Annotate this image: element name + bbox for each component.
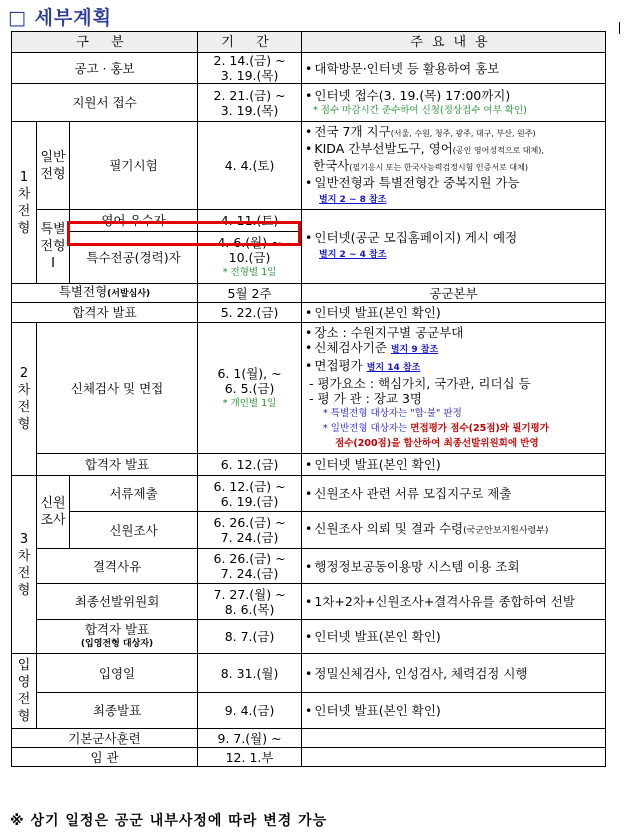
- table-row: [12, 584, 606, 620]
- result3-label-small: (입영전형 대상자): [80, 638, 154, 649]
- ref-link[interactable]: 별지 2 ~ 8 참조: [319, 194, 387, 205]
- physical-label: 신체검사 및 면접: [37, 323, 198, 454]
- table-row: [12, 654, 606, 693]
- row-period: 2. 14.(금) ~ 3. 19.(목): [198, 53, 302, 84]
- table-row: [12, 284, 606, 303]
- disq-period: 6. 26.(금) ~ 7. 24.(금): [198, 549, 302, 584]
- english-label: 영어 우수자: [70, 210, 198, 232]
- header-category: 구 분: [12, 32, 198, 53]
- page-edge-line: [619, 22, 620, 34]
- result3-label-cell: [37, 620, 198, 654]
- stage1-label: 1 차 전 형: [12, 122, 37, 284]
- training-label: 기본군사훈련: [12, 729, 198, 748]
- header-content: 주요내용: [302, 32, 606, 53]
- c1b: (서울, 수원, 청주, 광주, 대구, 부산, 원주): [390, 128, 536, 138]
- table-row: [12, 53, 606, 84]
- table-row: [12, 476, 606, 512]
- n2b: 면접평가 점수(25점)와 필기평가: [410, 423, 549, 434]
- committee-content: • 1차+2차+신원조사+결격사유를 종합하여 선발: [302, 584, 606, 620]
- result3-content: • 인터넷 발표(본인 확인): [302, 620, 606, 654]
- apply-note: * 점수 마감시간 준수하여 신청(정상접수 여부 확인): [313, 104, 527, 116]
- footnote: ※ 상기 일정은 공군 내부사정에 따라 변경 가능: [10, 813, 328, 829]
- section-title: [8, 3, 112, 30]
- c4: • 일반전형과 특별전형간 중복지원 가능: [305, 175, 603, 190]
- special-review-period: 5월 2주: [198, 284, 302, 303]
- table-row: [12, 303, 606, 323]
- table-row: [12, 454, 606, 476]
- c4: - 평가요소 : 핵심가치, 국가관, 리더십 등: [309, 376, 531, 391]
- n1: * 특별전형 대상자는 "합·불" 판정: [323, 408, 462, 419]
- result3-period: 8. 7.(금): [198, 620, 302, 654]
- table-row: [12, 122, 606, 210]
- check-content-small: (국군안보지원사령부): [463, 526, 549, 536]
- written-exam-label: 필기시험: [70, 122, 198, 210]
- label-small: (서발심사): [107, 289, 151, 299]
- check-content-text: 신원조사 의뢰 및 결과 수령: [314, 521, 464, 536]
- written-exam-content: [302, 122, 606, 210]
- result2-label: 합격자 발표: [37, 454, 198, 476]
- committee-period: 7. 27.(월) ~ 8. 6.(목): [198, 584, 302, 620]
- c1: • 장소 : 수원지구별 공군부대: [305, 325, 603, 340]
- result1-content: • 인터넷 발표(본인 확인): [302, 303, 606, 323]
- entry-label: 입 영 전 형: [12, 654, 37, 729]
- enlist-content: • 정밀신체검사, 인성검사, 체력검정 시행: [302, 654, 606, 693]
- table-row: [12, 84, 606, 122]
- final-period: 9. 4.(금): [198, 693, 302, 729]
- result2-content: • 인터넷 발표(본인 확인): [302, 454, 606, 476]
- table-row: [12, 549, 606, 584]
- c3: 면접평가: [314, 358, 363, 373]
- special-label: 특별 전형 Ⅰ: [37, 210, 70, 284]
- docs-period: 6. 12.(금) ~ 6. 19.(금): [198, 476, 302, 512]
- stage2-label: 2 차 전 형: [12, 323, 37, 476]
- physical-period-cell: [198, 323, 302, 454]
- check-label: 신원조사: [70, 512, 198, 549]
- highlight-box: [67, 221, 301, 246]
- table-row: [12, 620, 606, 654]
- row-content: • 대학방문·인터넷 등 활용하여 홍보: [302, 53, 606, 84]
- table-row: [12, 323, 606, 454]
- physical-note: * 개인별 1일: [222, 397, 277, 409]
- header-row: [12, 32, 606, 53]
- special-content-text: • 인터넷(공군 모집홈페이지) 게시 예정: [305, 230, 603, 245]
- training-content: [302, 729, 606, 748]
- special-content: [302, 210, 606, 284]
- stage3-label: 3 차 전 형: [12, 476, 37, 654]
- career-label: 특수전공(경력)자: [70, 232, 198, 284]
- section-title-text: 세부계획: [34, 7, 112, 29]
- c3b: (필기응시 또는 한국사능력검정시험 인증서로 대체): [349, 162, 528, 172]
- c3a: 한국사: [313, 157, 350, 173]
- background-label: 신원 조사: [37, 476, 70, 549]
- commission-label: 임 관: [12, 748, 198, 767]
- enlist-label: 입영일: [37, 654, 198, 693]
- table-row: [12, 512, 606, 549]
- row-label: 공고 · 홍보: [12, 53, 198, 84]
- physical-content: [302, 323, 606, 454]
- checkbox-square-icon: □: [8, 7, 27, 29]
- label-main: 특별전형: [58, 284, 108, 299]
- written-exam-period: 4. 4.(토): [198, 122, 302, 210]
- check-content: [302, 512, 606, 549]
- physical-period: 6. 1(월), ~ 6. 5.(금): [217, 365, 282, 396]
- header-period: 기 간: [198, 32, 302, 53]
- c2a: KIDA 간부선발도구, 영어: [314, 140, 453, 156]
- docs-label: 서류제출: [70, 476, 198, 512]
- docs-content: • 신원조사 관련 서류 모집지구로 제출: [302, 476, 606, 512]
- check-period: 6. 26.(금) ~ 7. 24.(금): [198, 512, 302, 549]
- apply-content: • 인터넷 접수(3. 19.(목) 17:00까지): [305, 88, 603, 103]
- committee-label: 최종선발위원회: [37, 584, 198, 620]
- special-review-content: 공군본부: [302, 284, 606, 303]
- career-note: * 전형별 1일: [222, 267, 277, 278]
- result3-label: 합격자 발표: [84, 621, 150, 637]
- career-period: 4. 6.(월) ~ 10.(금): [217, 235, 282, 265]
- ref-link[interactable]: 별지 2 ~ 4 참조: [319, 250, 387, 260]
- c2: 신체검사기준: [314, 340, 387, 355]
- result1-period: 5. 22.(금): [198, 303, 302, 323]
- commission-period: 12. 1.부: [198, 748, 302, 767]
- commission-content: [302, 748, 606, 767]
- enlist-period: 8. 31.(월): [198, 654, 302, 693]
- special-review-label: [12, 284, 198, 303]
- table-row: [12, 729, 606, 748]
- table-row: [12, 748, 606, 767]
- general-label: 일반 전형: [37, 122, 70, 210]
- disq-content: • 행정정보공동이용망 시스템 이용 조회: [302, 549, 606, 584]
- table-row: [12, 693, 606, 729]
- c1a: 전국 7개 지구: [314, 123, 391, 139]
- result2-period: 6. 12.(금): [198, 454, 302, 476]
- ref-link[interactable]: 별지 9 참조: [390, 345, 439, 355]
- c2b: (공인 영어성적으로 대체),: [452, 145, 544, 155]
- n2a: * 일반전형 대상자는: [323, 423, 411, 434]
- schedule-table: [11, 31, 606, 767]
- row-content: [302, 84, 606, 122]
- training-period: 9. 7.(월) ~: [198, 729, 302, 748]
- row-label: 지원서 접수: [12, 84, 198, 122]
- english-period: 4. 11.(토): [198, 210, 302, 232]
- result1-label: 합격자 발표: [12, 303, 198, 323]
- disq-label: 결격사유: [37, 549, 198, 584]
- c5: - 평 가 관 : 장교 3명: [309, 391, 422, 406]
- ref-link[interactable]: 별지 14 참조: [366, 363, 421, 373]
- final-label: 최종발표: [37, 693, 198, 729]
- row-period: 2. 21.(금) ~ 3. 19.(목): [198, 84, 302, 122]
- n2c: 점수(200점)을 합산하여 최종선발위원회에 반영: [335, 438, 539, 449]
- final-content: • 인터넷 발표(본인 확인): [302, 693, 606, 729]
